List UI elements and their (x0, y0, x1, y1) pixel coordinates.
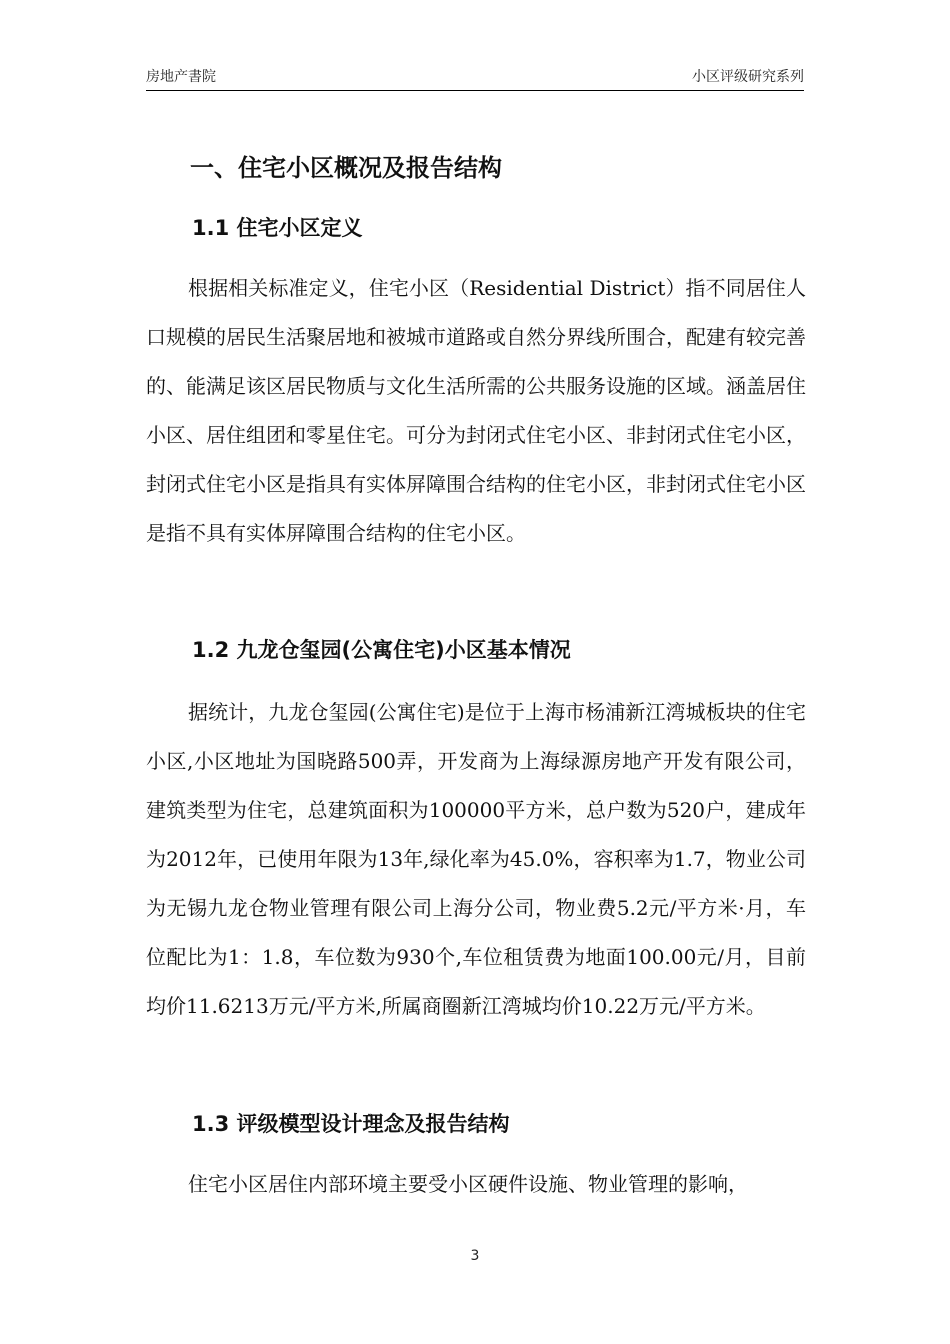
section-paragraph-1-1: 根据相关标准定义，住宅小区（Residential District）指不同居住人口规模的居民生活聚居地和被城市道路或自然分界线所围合，配建有较完善的、能满足该区居民物质与文化生活所需的公共服务设施的区域。涵盖居住小区、居住组团和零星住宅。可分为封闭式住宅小区、非封闭式住宅小区，封闭式住宅小区是指具有实体屏障围合结构的住宅小区，非封闭式住宅小区是指不具有实体屏障围合结构的住宅小区。 (146, 276, 806, 545)
header-left-title: 房地产書院 (146, 69, 216, 85)
page-header (146, 66, 804, 91)
section-heading-1-1: 1.1 住宅小区定义 (192, 216, 363, 240)
section-paragraph-1-3: 住宅小区居住内部环境主要受小区硬件设施、物业管理的影响， (188, 1172, 748, 1196)
chapter-heading: 一、住宅小区概况及报告结构 (190, 154, 502, 182)
header-right-title: 小区评级研究系列 (692, 69, 804, 85)
section-heading-1-2: 1.2 九龙仓玺园(公寓住宅)小区基本情况 (192, 638, 571, 662)
page-number: 3 (470, 1248, 480, 1264)
section-heading-1-3: 1.3 评级模型设计理念及报告结构 (192, 1112, 510, 1136)
section-paragraph-1-2: 据统计，九龙仓玺园(公寓住宅)是位于上海市杨浦新江湾城板块的住宅小区,小区地址为国晓路500弄，开发商为上海绿源房地产开发有限公司，建筑类型为住宅，总建筑面积为100000平方米，总户数为520户，建成年为2012年，已使用年限为13年,绿化率为45.0%，容积率为1.7，物业公司为无锡九龙仓物业管理有限公司上海分公司，物业费5.2元/平方米·月，车位配比为1：1.8，车位数为930个,车位租赁费为地面100.00元/月，目前均价11.6213万元/平方米,所属商圈新江湾城均价10.22万元/平方米。 (146, 700, 806, 1018)
